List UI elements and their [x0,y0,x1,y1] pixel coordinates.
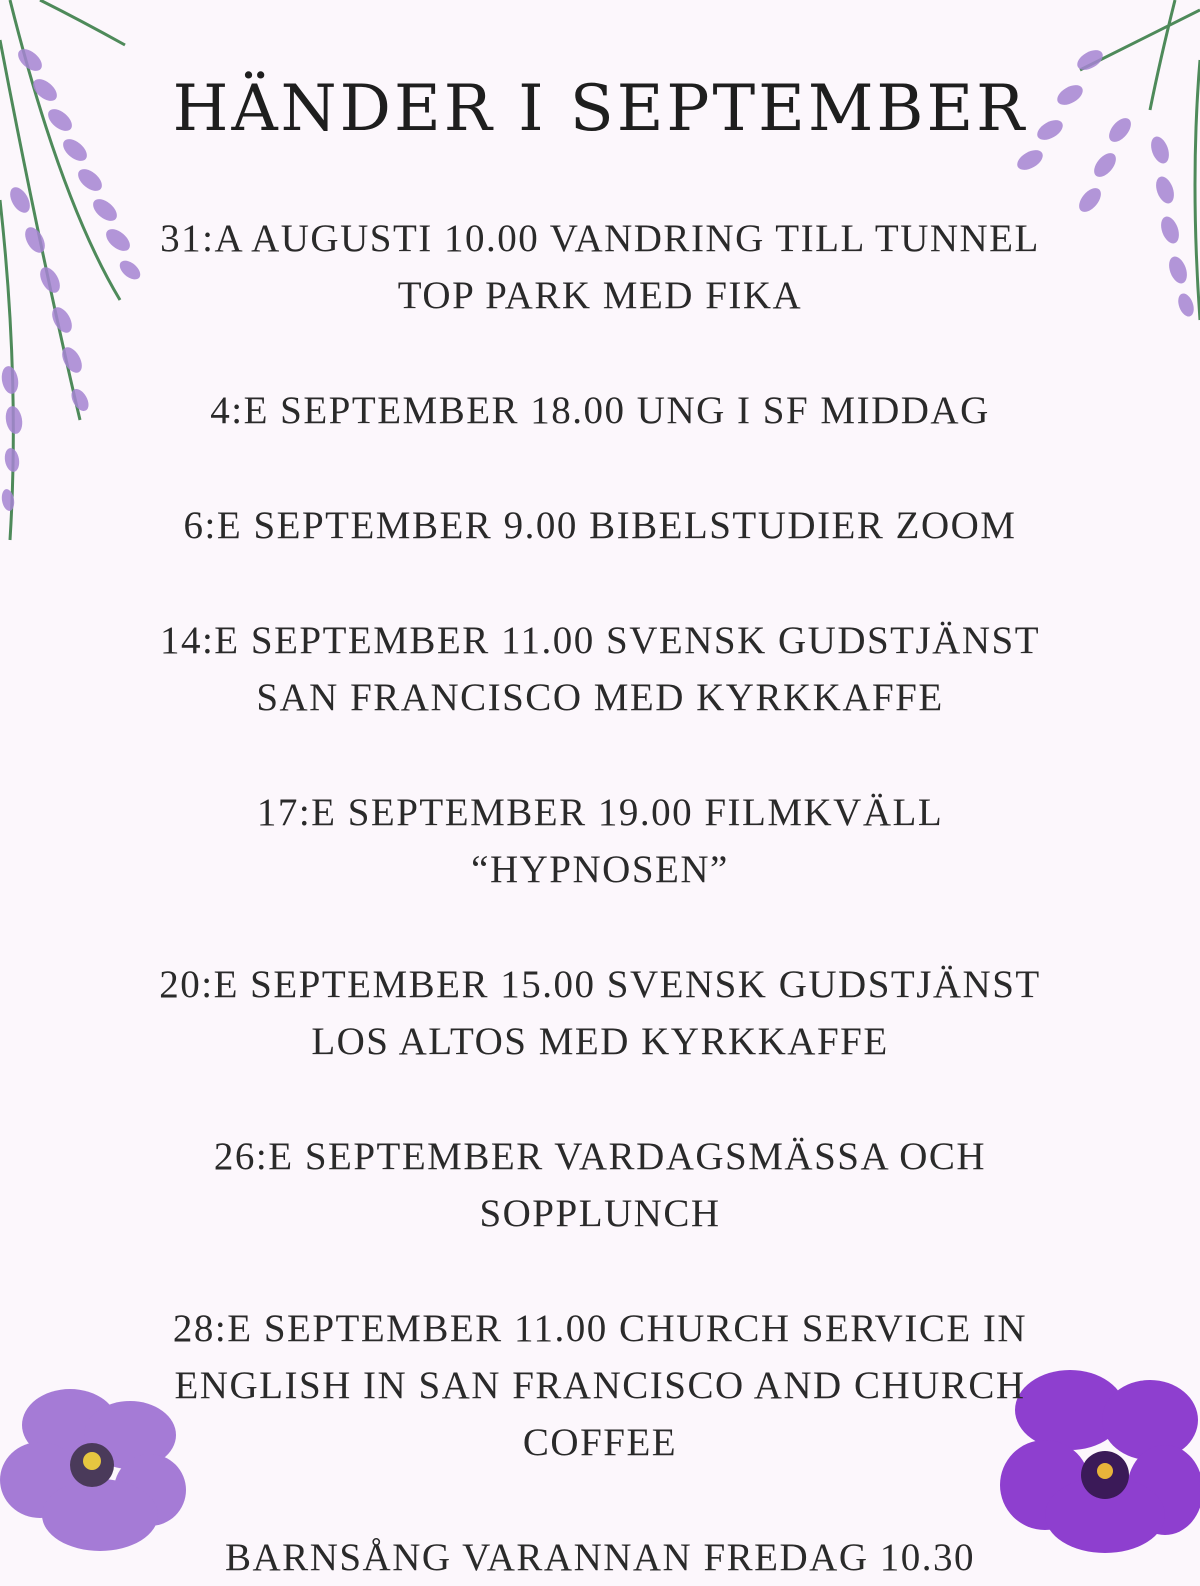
event-list [150,210,1050,1586]
event-item: 14:E SEPTEMBER 11.00 SVENSK GUDSTJÄNST SAN FRANCISCO MED KYRKKAFFE [159,619,1041,719]
event-item: 6:E SEPTEMBER 9.00 BIBELSTUDIER ZOOM [183,504,1017,547]
page-title: HÄNDER I SEPTEMBER [172,72,1028,146]
event-item: 4:E SEPTEMBER 18.00 UNG I SF MIDDAG [210,389,990,432]
event-item: BARNSÅNG VARANNAN FREDAG 10.30 [225,1536,975,1579]
event-item: 28:E SEPTEMBER 11.00 CHURCH SERVICE IN ENGLISH IN SAN FRANCISCO AND CHURCH COFFEE [172,1307,1028,1464]
event-item: 20:E SEPTEMBER 15.00 SVENSK GUDSTJÄNST LOS ALTOS MED KYRKKAFFE [159,963,1041,1063]
event-item: 26:E SEPTEMBER VARDAGSMÄSSA OCH SOPPLUNCH [213,1135,987,1235]
event-item: 17:E SEPTEMBER 19.00 FILMKVÄLL “HYPNOSEN” [256,791,944,891]
event-item: 31:A AUGUSTI 10.00 VANDRING TILL TUNNEL TOP PARK MED FIKA [160,217,1040,317]
